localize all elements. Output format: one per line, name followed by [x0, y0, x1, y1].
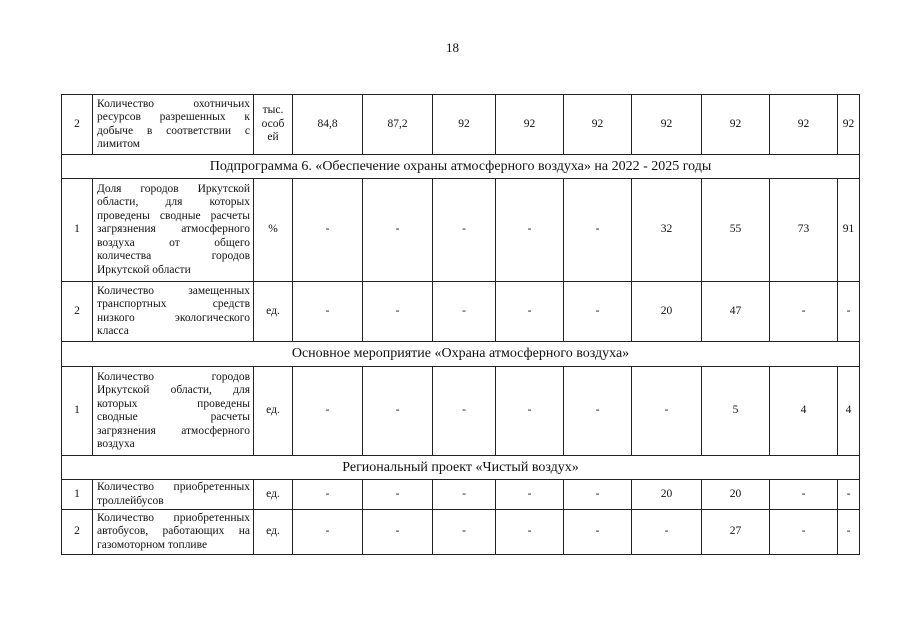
row-number: 2	[62, 95, 93, 155]
indicator-line: Количество приобретенных	[97, 511, 250, 524]
indicator-line: транспортных средств	[97, 298, 250, 310]
value-cell: 4	[770, 367, 838, 456]
value-cell: 92	[564, 95, 632, 155]
unit-line: ед.	[266, 487, 280, 500]
indicator-line: количества городов	[97, 250, 250, 263]
value-cell: 20	[702, 480, 770, 510]
unit-line: ед.	[266, 525, 280, 538]
value-cell: -	[496, 510, 564, 555]
indicator-line: воздуха	[97, 438, 135, 450]
table-row	[62, 282, 860, 342]
value-cell: 92	[433, 95, 496, 155]
value-cell: -	[770, 282, 838, 342]
value-cell: -	[564, 480, 632, 510]
value-cell: 4	[838, 367, 860, 456]
unit-line: особ	[261, 117, 285, 130]
value-cell: 20	[632, 282, 702, 342]
indicator-line: Доля городов Иркутской	[97, 182, 250, 195]
table-row	[62, 510, 860, 555]
indicator-line: Количество замещенных	[97, 284, 250, 297]
value-cell: -	[632, 510, 702, 555]
value-cell: -	[770, 510, 838, 555]
value-cell: -	[496, 179, 564, 282]
value-cell: -	[770, 480, 838, 510]
row-number: 1	[62, 179, 93, 282]
unit-line: ед.	[266, 404, 280, 417]
value-cell: -	[564, 282, 632, 342]
value-cell: -	[564, 179, 632, 282]
indicator-line: сводные расчеты	[97, 411, 250, 423]
value-cell: -	[363, 510, 433, 555]
value-cell: 20	[632, 480, 702, 510]
section-title: Региональный проект «Чистый воздух»	[62, 456, 860, 480]
indicator-name	[93, 367, 254, 456]
indicators-table	[61, 94, 860, 555]
value-cell: -	[433, 367, 496, 456]
indicator-line: загрязнения атмосферного	[97, 223, 250, 236]
indicator-line: Количество городов	[97, 370, 250, 383]
indicator-line: проведены сводные расчеты	[97, 209, 250, 222]
indicator-line: газомоторном топливе	[97, 538, 208, 551]
value-cell: 91	[838, 179, 860, 282]
indicator-line: добыче в соответствии с	[97, 124, 250, 137]
table-row	[62, 367, 860, 456]
table-row	[62, 95, 860, 155]
row-number: 1	[62, 367, 93, 456]
value-cell: 92	[496, 95, 564, 155]
indicator-name	[93, 282, 254, 342]
unit-of-measure	[254, 179, 293, 282]
unit-line: %	[268, 223, 278, 236]
indicator-line: класса	[97, 325, 129, 337]
value-cell: -	[363, 367, 433, 456]
indicator-line: области, для которых	[97, 196, 250, 209]
unit-of-measure	[254, 95, 293, 155]
unit-of-measure	[254, 367, 293, 456]
value-cell: 47	[702, 282, 770, 342]
value-cell: -	[433, 282, 496, 342]
value-cell: 5	[702, 367, 770, 456]
value-cell: 92	[770, 95, 838, 155]
value-cell: 92	[632, 95, 702, 155]
value-cell: -	[433, 480, 496, 510]
indicator-line: лимитом	[97, 138, 141, 150]
unit-line: ей	[267, 131, 279, 144]
value-cell: 92	[838, 95, 860, 155]
value-cell: -	[496, 282, 564, 342]
value-cell: -	[433, 179, 496, 282]
row-number: 1	[62, 480, 93, 510]
section-header-row	[62, 342, 860, 367]
unit-of-measure	[254, 282, 293, 342]
value-cell: 84,8	[293, 95, 363, 155]
section-title: Основное мероприятие «Охрана атмосферного воздуха»	[62, 342, 860, 367]
row-number: 2	[62, 282, 93, 342]
table-row	[62, 179, 860, 282]
page-number: 18	[446, 40, 459, 55]
unit-line: ед.	[266, 304, 280, 317]
indicator-line: автобусов, работающих на	[97, 525, 250, 538]
value-cell: -	[564, 510, 632, 555]
value-cell: 27	[702, 510, 770, 555]
value-cell: -	[293, 510, 363, 555]
indicator-line: Иркутской области	[97, 263, 191, 276]
value-cell: -	[363, 480, 433, 510]
indicator-line: загрязнения атмосферного	[97, 424, 250, 437]
value-cell: 55	[702, 179, 770, 282]
value-cell: -	[433, 510, 496, 555]
value-cell: -	[564, 367, 632, 456]
indicator-line: Количество охотничьих	[97, 97, 250, 110]
indicator-line: троллейбусов	[97, 494, 164, 507]
value-cell: -	[293, 179, 363, 282]
value-cell: 73	[770, 179, 838, 282]
table-row	[62, 480, 860, 510]
value-cell: -	[293, 282, 363, 342]
section-header-row	[62, 155, 860, 179]
indicator-line: воздуха от общего	[97, 236, 250, 249]
value-cell: -	[496, 367, 564, 456]
indicator-name	[93, 510, 254, 555]
value-cell: -	[838, 510, 860, 555]
indicator-line: Количество приобретенных	[97, 481, 250, 493]
value-cell: -	[363, 179, 433, 282]
indicator-line: Иркутской области, для	[97, 384, 250, 396]
unit-of-measure	[254, 510, 293, 555]
section-header-row	[62, 456, 860, 480]
section-title: Подпрограмма 6. «Обеспечение охраны атмосферного воздуха» на 2022 - 2025 годы	[62, 155, 860, 179]
indicator-name	[93, 480, 254, 510]
value-cell: -	[293, 480, 363, 510]
value-cell: -	[496, 480, 564, 510]
value-cell: 32	[632, 179, 702, 282]
value-cell: 92	[702, 95, 770, 155]
value-cell: -	[293, 367, 363, 456]
value-cell: -	[838, 282, 860, 342]
value-cell: -	[838, 480, 860, 510]
row-number: 2	[62, 510, 93, 555]
unit-line: тыс.	[262, 104, 284, 117]
value-cell: -	[632, 367, 702, 456]
indicator-line: низкого экологического	[97, 311, 250, 324]
indicator-name	[93, 179, 254, 282]
indicator-name	[93, 95, 254, 155]
indicator-line: ресурсов разрешенных к	[97, 111, 250, 123]
indicator-line: которых проведены	[97, 397, 250, 410]
value-cell: 87,2	[363, 95, 433, 155]
unit-of-measure	[254, 480, 293, 510]
value-cell: -	[363, 282, 433, 342]
